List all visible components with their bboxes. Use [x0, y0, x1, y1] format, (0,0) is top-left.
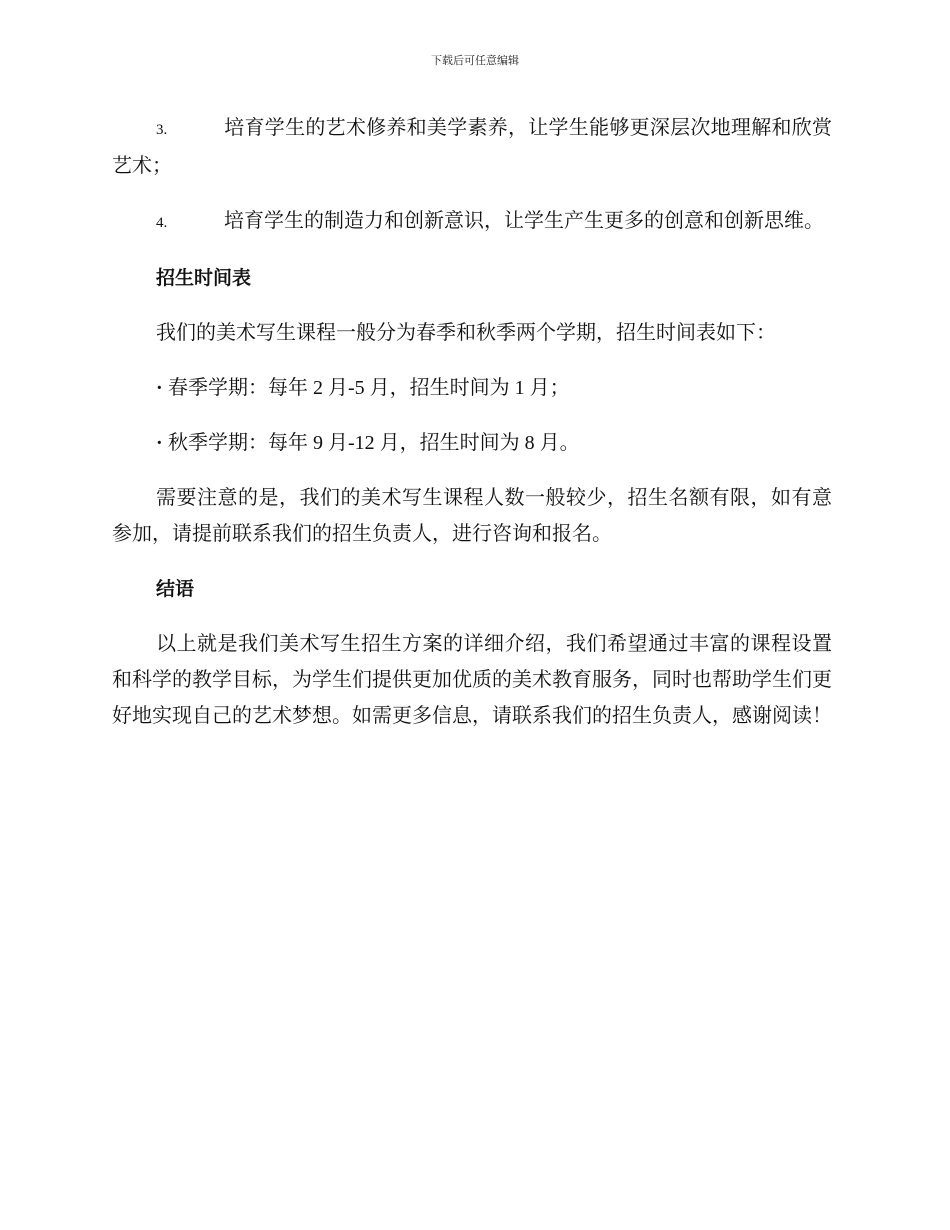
- list-item-number: 4.: [156, 215, 168, 231]
- schedule-intro: 我们的美术写生课程一般分为春季和秋季两个学期，招生时间表如下：: [156, 322, 776, 344]
- bullet-item: [156, 425, 832, 461]
- list-item-text: 培育学生的艺术修养和美学素养，让学生能够更深层次地理解和欣赏艺术；: [112, 117, 832, 177]
- bullet-text: 春季学期：每年 2 月-5 月，招生时间为 1 月；: [168, 377, 570, 399]
- section-heading-conclusion: 结语: [156, 578, 195, 600]
- section-heading-schedule: 招生时间表: [156, 267, 252, 289]
- bullet-dot-icon: ·: [156, 377, 163, 399]
- page-header: 下载后可任意编辑: [431, 55, 519, 67]
- bullet-text: 秋季学期：每年 9 月-12 月，招生时间为 8 月。: [168, 432, 580, 454]
- schedule-note: 需要注意的是，我们的美术写生课程人数一般较少，招生名额有限，如有意参加，请提前联系我们的招生负责人，进行咨询和报名。: [112, 487, 832, 545]
- list-item: [112, 110, 832, 184]
- list-item-number: 3.: [156, 122, 168, 138]
- bullet-item: [156, 370, 832, 406]
- bullet-dot-icon: ·: [156, 432, 163, 454]
- document-body: [112, 110, 832, 753]
- conclusion-body: 以上就是我们美术写生招生方案的详细介绍，我们希望通过丰富的课程设置和科学的教学目标，为学生们提供更加优质的美术教育服务，同时也帮助学生们更好地实现自己的艺术梦想。如需更多信息，请联系我们的招生负责人，感谢阅读！: [112, 633, 832, 727]
- list-item: [112, 203, 832, 241]
- list-item-text: 培育学生的制造力和创新意识，让学生产生更多的创意和创新思维。: [224, 210, 824, 232]
